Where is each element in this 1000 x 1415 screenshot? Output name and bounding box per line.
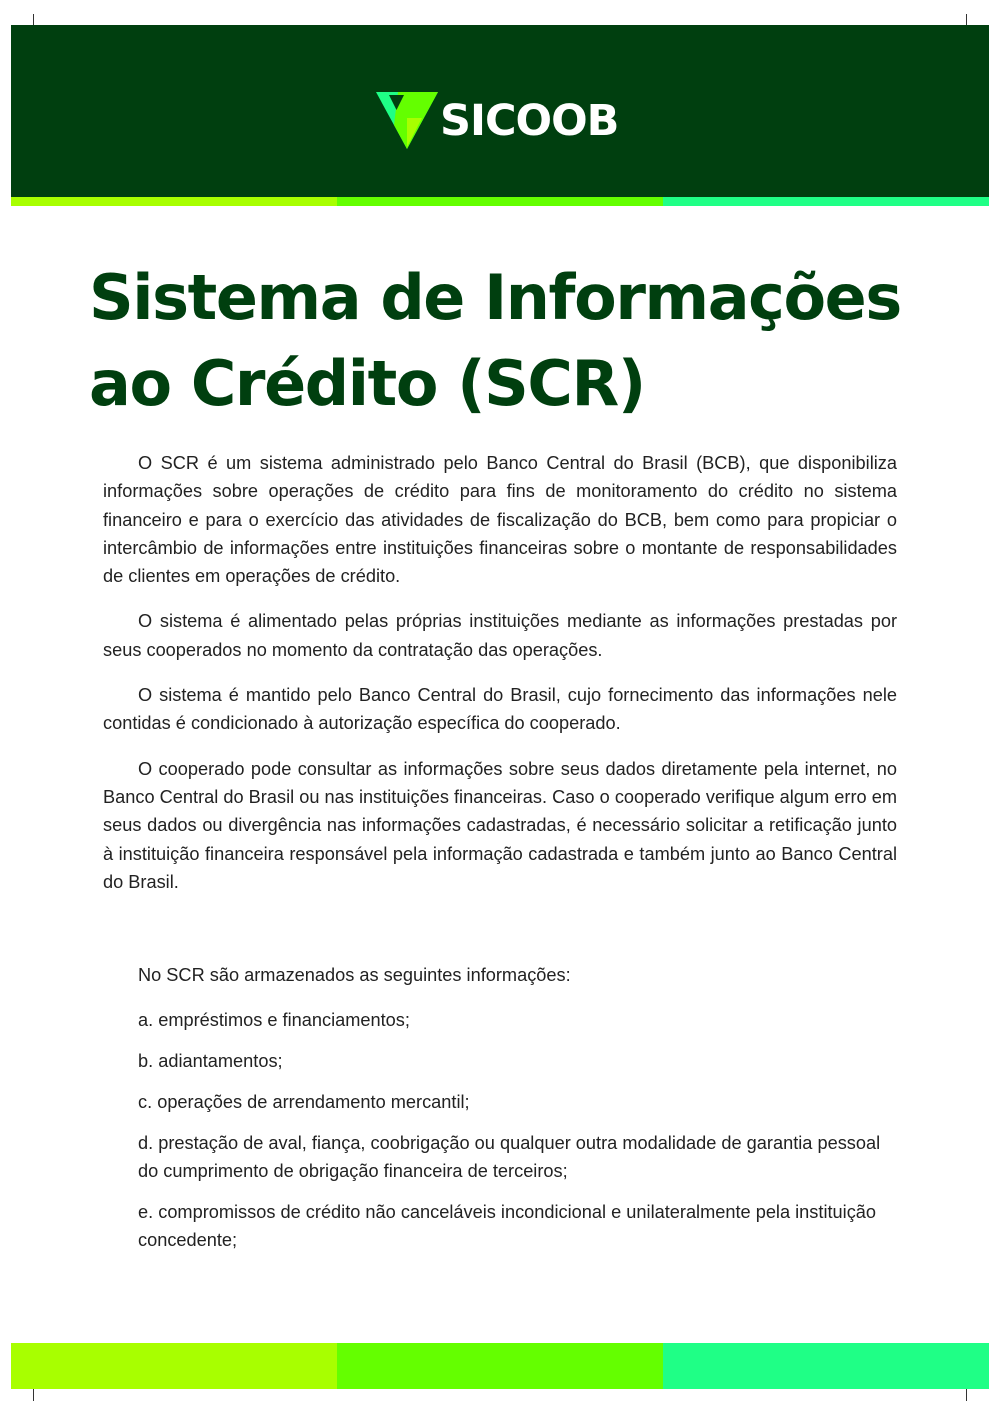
paragraph: O sistema é mantido pelo Banco Central do Brasil, cujo fornecimento das informações nele contidas é condicionado à autorização específica do cooperado. xyxy=(103,685,897,734)
sicoob-logo-icon xyxy=(376,92,438,150)
page-title xyxy=(89,255,929,427)
title-line-2: ao Crédito (SCR) xyxy=(89,347,645,420)
list-intro: No SCR são armazenados as seguintes informações: xyxy=(138,965,571,985)
scr-info-list xyxy=(138,961,898,1267)
body-paragraphs xyxy=(103,449,897,913)
list-item: b. adiantamentos; xyxy=(138,1051,283,1071)
list-item: a. empréstimos e financiamentos; xyxy=(138,1010,410,1030)
list-item: e. compromissos de crédito não canceláveis incondicional e unilateralmente pela instituição concedente; xyxy=(138,1202,877,1250)
footer-color-stripe xyxy=(11,1343,989,1389)
paragraph: O sistema é alimentado pelas próprias instituições mediante as informações prestadas por seus cooperados no momento da contratação das operações. xyxy=(103,611,897,660)
title-line-1: Sistema de Informações xyxy=(89,261,901,334)
header-color-stripe xyxy=(11,197,989,206)
brand-name: SICOOB xyxy=(440,95,619,146)
list-item: d. prestação de aval, fiança, coobrigação ou qualquer outra modalidade de garantia pessoal do cumprimento de obrigação financeira de terceiros; xyxy=(138,1133,881,1181)
list-item: c. operações de arrendamento mercantil; xyxy=(138,1092,470,1112)
paragraph: O SCR é um sistema administrado pelo Banco Central do Brasil (BCB), que disponibiliza informações sobre operações de crédito para fins de monitoramento do crédito no sistema financeiro e para o exercício das atividades de fiscalização do BCB, bem como para propiciar o intercâmbio de informações entre instituições financeiras sobre o montante de responsabilidades de clientes em operações de crédito. xyxy=(103,453,897,587)
sicoob-logo xyxy=(376,92,618,150)
paragraph: O cooperado pode consultar as informações sobre seus dados diretamente pela internet, no Banco Central do Brasil ou nas instituições financeiras. Caso o cooperado verifique algum erro em seus dados ou divergência nas informações cadastradas, é necessário solicitar a retificação junto à instituição financeira responsável pela informação cadastrada e também junto ao Banco Central do Brasil. xyxy=(103,758,897,892)
